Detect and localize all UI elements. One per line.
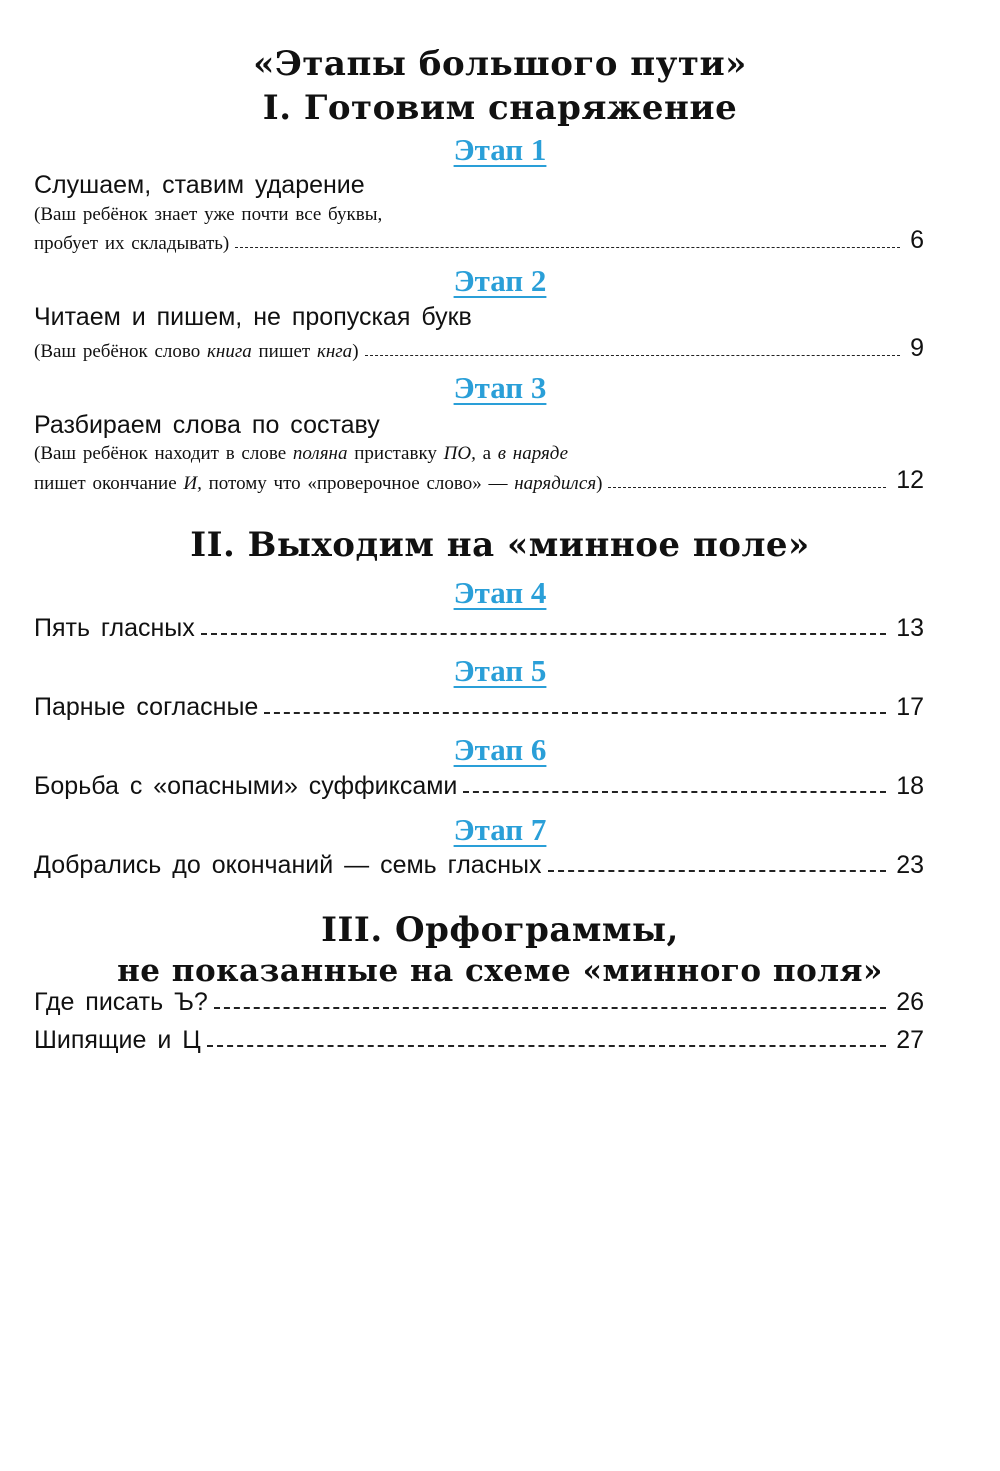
dot-leader (548, 870, 887, 872)
dot-leader (365, 355, 901, 356)
part-3-subheading: не показанные на схеме «минного поля» (117, 953, 883, 989)
stage-3-title: Разбираем слова по составу (34, 411, 380, 439)
dot-leader (235, 247, 900, 248)
toc-entry-stage-1[interactable] (34, 226, 924, 255)
page-number: 6 (910, 226, 924, 254)
stage-3-label[interactable]: Этап 3 (453, 370, 547, 405)
dot-leader (214, 1007, 886, 1009)
stage-3-note: (Ваш ребёнок находит в слове поляна приставку ПО, а в наряде (34, 443, 569, 464)
stage-7-label[interactable]: Этап 7 (453, 812, 547, 847)
dot-leader (264, 712, 886, 714)
page-number: 18 (896, 772, 924, 800)
dot-leader (207, 1045, 886, 1047)
extra-1-title: Где писать Ъ? (34, 988, 208, 1016)
stage-2-title: Читаем и пишем, не пропуская букв (34, 303, 472, 331)
page-title: «Этапы большого пути» (253, 44, 747, 84)
part-2-heading: II. Выходим на «минное поле» (190, 525, 810, 565)
toc-entry-stage-4[interactable] (34, 614, 924, 643)
page-number: 13 (896, 614, 924, 642)
stage-1-note: (Ваш ребёнок знает уже почти все буквы, (34, 204, 383, 225)
stage-2-label[interactable]: Этап 2 (453, 263, 547, 298)
stage-7-title: Добрались до окончаний — семь гласных (34, 851, 542, 879)
stage-5-title: Парные согласные (34, 693, 259, 721)
page-number: 12 (896, 466, 924, 494)
toc-entry-sibilants[interactable] (34, 1026, 924, 1055)
stage-3-note-end: пишет окончание И, потому что «проверочное слово» — нарядился) (34, 473, 603, 494)
stage-5-label[interactable]: Этап 5 (453, 653, 547, 688)
stage-4-title: Пять гласных (34, 614, 195, 642)
stage-1-title: Слушаем, ставим ударение (34, 171, 365, 199)
page-number: 23 (896, 851, 924, 879)
stage-1-label[interactable]: Этап 1 (453, 132, 547, 167)
dot-leader (201, 633, 886, 635)
toc-entry-stage-5[interactable] (34, 693, 924, 722)
dot-leader (608, 487, 886, 488)
toc-entry-stage-6[interactable] (34, 772, 924, 801)
page-number: 26 (896, 988, 924, 1016)
stage-4-label[interactable]: Этап 4 (453, 575, 547, 610)
part-3-heading: III. Орфограммы, (321, 910, 679, 950)
page-number: 9 (910, 334, 924, 362)
stage-1-note-end: пробует их складывать) (34, 233, 230, 254)
extra-2-title: Шипящие и Ц (34, 1026, 201, 1054)
dot-leader (463, 791, 886, 793)
stage-2-note: (Ваш ребёнок слово книга пишет кнга) (34, 341, 359, 362)
stage-6-title: Борьба с «опасными» суффиксами (34, 772, 458, 800)
page-number: 27 (896, 1026, 924, 1054)
toc-entry-hard-sign[interactable] (34, 988, 924, 1017)
stage-6-label[interactable]: Этап 6 (453, 732, 547, 767)
toc-entry-stage-3[interactable] (34, 466, 924, 495)
page-number: 17 (896, 693, 924, 721)
part-1-heading: I. Готовим снаряжение (262, 88, 738, 128)
toc-entry-stage-2[interactable] (34, 334, 924, 363)
toc-entry-stage-7[interactable] (34, 851, 924, 880)
